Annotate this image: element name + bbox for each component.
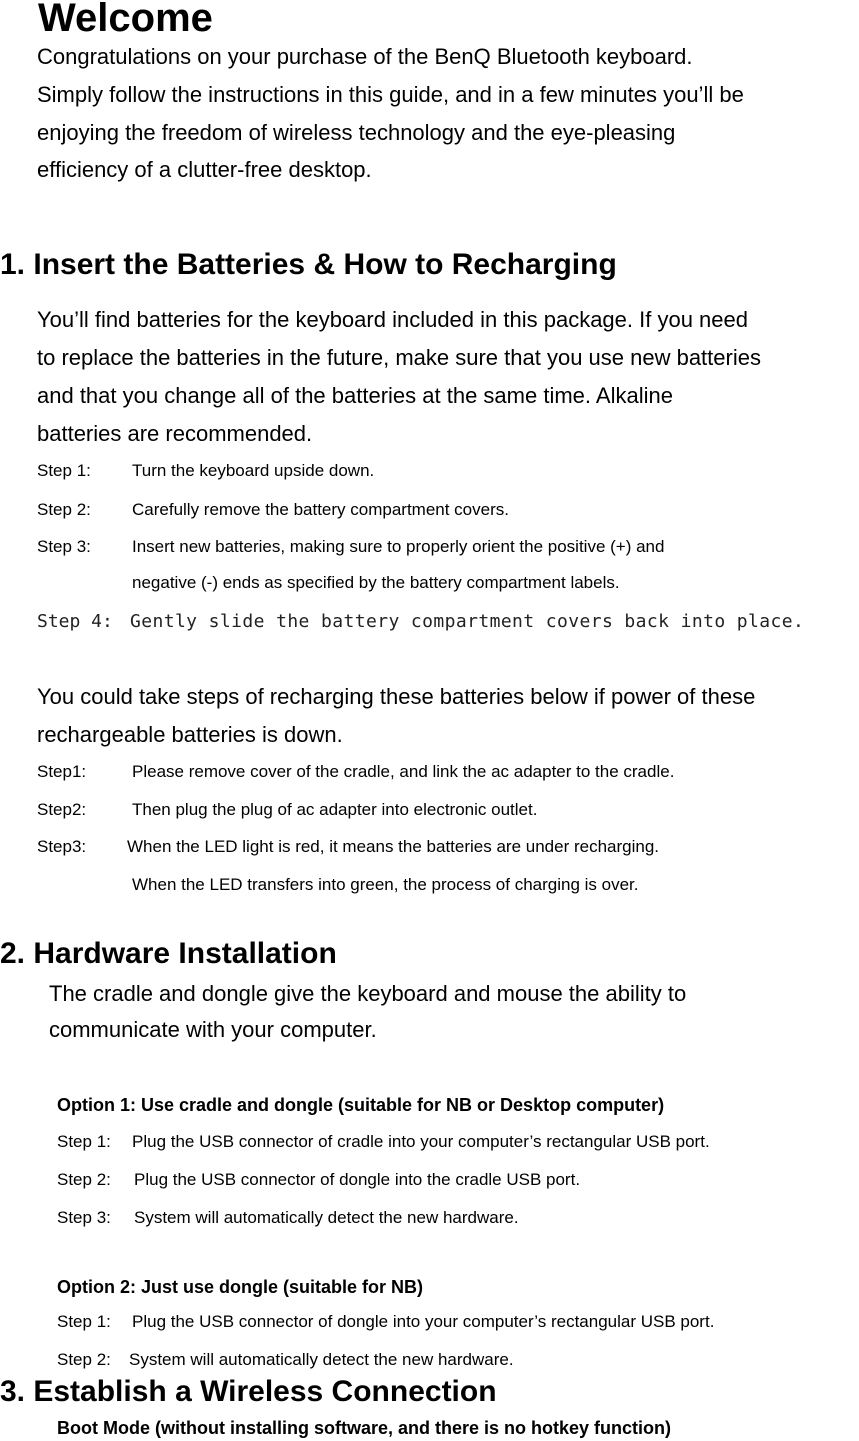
recharge-step-label: Step2: [37, 800, 87, 819]
option1-step-text: System will automatically detect the new hardware. [134, 1208, 519, 1227]
section1-intro-line: and that you change all of the batteries at the same time. Alkaline [37, 383, 673, 408]
welcome-title: Welcome [38, 0, 213, 40]
step-label: Step 3: [37, 537, 91, 556]
recharge-step-text: Please remove cover of the cradle, and link the ac adapter to the cradle. [132, 762, 675, 781]
welcome-line: Simply follow the instructions in this guide, and in a few minutes you’ll be [37, 82, 744, 107]
option2-step-label: Step 2: [57, 1350, 111, 1369]
option1-step-text: Plug the USB connector of dongle into the cradle USB port. [134, 1170, 581, 1189]
recharge-step-label: Step3: [37, 837, 87, 856]
recharge-intro-line: rechargeable batteries is down. [37, 722, 343, 747]
option1-step-label: Step 2: [57, 1170, 111, 1189]
welcome-line: efficiency of a clutter-free desktop. [37, 157, 372, 182]
step-text: Turn the keyboard upside down. [132, 461, 375, 480]
option1-title: Option 1: Use cradle and dongle (suitable for NB or Desktop computer) [57, 1095, 665, 1115]
recharge-intro-line: You could take steps of recharging these batteries below if power of these [37, 684, 756, 709]
step-text-continued: negative (-) ends as specified by the battery compartment labels. [132, 573, 620, 592]
section3-heading: 3. Establish a Wireless Connection [0, 1375, 497, 1408]
option2-step-label: Step 1: [57, 1312, 111, 1331]
option1-step-text: Plug the USB connector of cradle into your computer’s rectangular USB port. [132, 1132, 710, 1151]
boot-mode-title: Boot Mode (without installing software, and there is no hotkey function) [57, 1418, 671, 1438]
section2-heading: 2. Hardware Installation [0, 937, 337, 970]
section1-intro-line: You’ll find batteries for the keyboard included in this package. If you need [37, 307, 748, 332]
section1-intro-line: to replace the batteries in the future, make sure that you use new batteries [37, 345, 761, 370]
option1-step-label: Step 1: [57, 1132, 111, 1151]
option1-step-label: Step 3: [57, 1208, 111, 1227]
recharge-step-label: Step1: [37, 762, 87, 781]
section1-heading: 1. Insert the Batteries & How to Recharging [0, 248, 617, 281]
welcome-line: Congratulations on your purchase of the BenQ Bluetooth keyboard. [37, 44, 693, 69]
step-label: Step 4: [37, 611, 113, 632]
step-text: Carefully remove the battery compartment covers. [132, 500, 509, 519]
step-label: Step 1: [37, 461, 91, 480]
step-text: Insert new batteries, making sure to properly orient the positive (+) and [132, 537, 665, 556]
section2-intro-line: communicate with your computer. [49, 1017, 377, 1042]
recharge-step-text-continued: When the LED transfers into green, the process of charging is over. [132, 875, 639, 894]
section1-intro-line: batteries are recommended. [37, 421, 313, 446]
option2-step-text: System will automatically detect the new hardware. [129, 1350, 514, 1369]
section2-intro-line: The cradle and dongle give the keyboard and mouse the ability to [49, 981, 687, 1006]
recharge-step-text: Then plug the plug of ac adapter into electronic outlet. [132, 800, 538, 819]
option2-step-text: Plug the USB connector of dongle into your computer’s rectangular USB port. [132, 1312, 715, 1331]
option2-title: Option 2: Just use dongle (suitable for NB) [57, 1277, 424, 1297]
recharge-step-text: When the LED light is red, it means the batteries are under recharging. [127, 837, 660, 856]
welcome-line: enjoying the freedom of wireless technology and the eye-pleasing [37, 120, 676, 145]
step-text: Gently slide the battery compartment covers back into place. [130, 611, 805, 632]
step-label: Step 2: [37, 500, 91, 519]
